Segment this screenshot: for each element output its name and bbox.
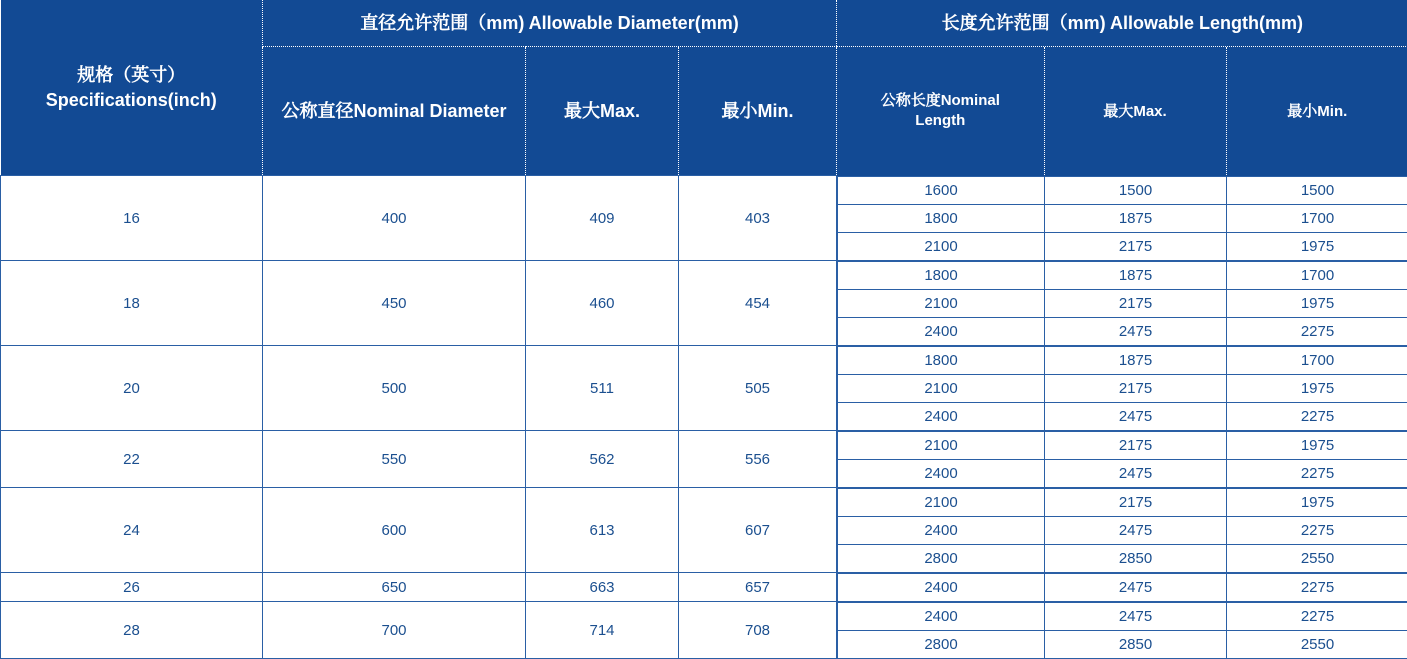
cell-length-nominal: 2100: [838, 431, 1045, 459]
length-row: [838, 289, 1407, 317]
cell-length-max: 2475: [1045, 402, 1227, 430]
cell-length-max: 2475: [1045, 516, 1227, 544]
cell-length-max: 2850: [1045, 630, 1227, 658]
cell-specification: 20: [1, 346, 263, 431]
cell-length-max: 2175: [1045, 232, 1227, 260]
header-nominal-length: [837, 47, 1044, 175]
cell-nominal-diameter: 500: [263, 346, 526, 431]
length-row: [838, 459, 1407, 487]
length-subtable-cell: [837, 488, 1407, 573]
length-row: [838, 374, 1407, 402]
cell-diameter-max: 562: [526, 431, 679, 488]
cell-length-nominal: 2400: [838, 573, 1045, 601]
cell-diameter-max: 460: [526, 261, 679, 346]
length-row: [838, 261, 1407, 289]
cell-diameter-max: 409: [526, 176, 679, 261]
length-subtable-cell: [837, 602, 1407, 659]
cell-length-max: 2175: [1045, 374, 1227, 402]
cell-length-nominal: 2100: [838, 289, 1045, 317]
cell-length-max: 2175: [1045, 488, 1227, 516]
table-row: [1, 176, 1407, 261]
cell-length-nominal: 1600: [838, 176, 1045, 204]
cell-length-nominal: 1800: [838, 204, 1045, 232]
cell-diameter-min: 657: [679, 573, 837, 602]
cell-specification: 22: [1, 431, 263, 488]
header-length-subgroup: [837, 47, 1407, 176]
length-subtable: [837, 573, 1407, 602]
cell-diameter-min: 505: [679, 346, 837, 431]
header-diameter-max: 最大Max.: [526, 47, 679, 176]
cell-nominal-diameter: 650: [263, 573, 526, 602]
cell-diameter-max: 663: [526, 573, 679, 602]
cell-length-nominal: 1800: [838, 261, 1045, 289]
cell-length-nominal: 2800: [838, 630, 1045, 658]
cell-length-min: 2550: [1227, 630, 1407, 658]
length-subtable: [837, 261, 1407, 346]
cell-length-nominal: 2400: [838, 602, 1045, 630]
cell-length-min: 1500: [1227, 176, 1407, 204]
length-row: [838, 317, 1407, 345]
length-subtable: [837, 488, 1407, 573]
cell-length-max: 2175: [1045, 289, 1227, 317]
header-diameter-group: 直径允许范围（mm) Allowable Diameter(mm): [263, 0, 837, 47]
cell-length-min: 1700: [1227, 346, 1407, 374]
length-row: [838, 488, 1407, 516]
cell-length-max: 1500: [1045, 176, 1227, 204]
cell-length-min: 1975: [1227, 488, 1407, 516]
length-subtable: [837, 431, 1407, 488]
cell-length-nominal: 2400: [838, 459, 1045, 487]
length-row: [838, 544, 1407, 572]
header-length-min: 最小Min.: [1226, 47, 1407, 175]
cell-length-nominal: 2100: [838, 374, 1045, 402]
cell-length-min: 1700: [1227, 261, 1407, 289]
table-row: [1, 261, 1407, 346]
table-row: [1, 488, 1407, 573]
cell-specification: 24: [1, 488, 263, 573]
cell-length-min: 2275: [1227, 317, 1407, 345]
table-row: [1, 346, 1407, 431]
cell-length-min: 2275: [1227, 573, 1407, 601]
cell-length-nominal: 2400: [838, 402, 1045, 430]
length-row: [838, 431, 1407, 459]
length-subtable: [837, 176, 1407, 261]
cell-length-max: 2850: [1045, 544, 1227, 572]
cell-length-nominal: 2400: [838, 516, 1045, 544]
cell-length-min: 2275: [1227, 602, 1407, 630]
cell-specification: 28: [1, 602, 263, 659]
cell-length-max: 2175: [1045, 431, 1227, 459]
cell-length-min: 2275: [1227, 516, 1407, 544]
header-length-group: 长度允许范围（mm) Allowable Length(mm): [837, 0, 1407, 47]
header-specifications: [1, 0, 263, 176]
cell-specification: 26: [1, 573, 263, 602]
cell-length-max: 1875: [1045, 261, 1227, 289]
cell-diameter-min: 403: [679, 176, 837, 261]
cell-length-min: 2275: [1227, 402, 1407, 430]
length-row: [838, 602, 1407, 630]
length-row: [838, 232, 1407, 260]
cell-length-max: 1875: [1045, 204, 1227, 232]
cell-nominal-diameter: 700: [263, 602, 526, 659]
cell-length-min: 1700: [1227, 204, 1407, 232]
length-subtable: [837, 346, 1407, 431]
cell-nominal-diameter: 450: [263, 261, 526, 346]
cell-nominal-diameter: 550: [263, 431, 526, 488]
length-row: [838, 204, 1407, 232]
length-row: [838, 402, 1407, 430]
header-specifications-cn: 规格（英寸）: [9, 63, 255, 87]
length-subtable-cell: [837, 431, 1407, 488]
cell-diameter-min: 708: [679, 602, 837, 659]
cell-diameter-min: 607: [679, 488, 837, 573]
cell-specification: 18: [1, 261, 263, 346]
table-header: [1, 0, 1407, 176]
cell-nominal-diameter: 600: [263, 488, 526, 573]
cell-nominal-diameter: 400: [263, 176, 526, 261]
cell-length-nominal: 2100: [838, 232, 1045, 260]
length-row: [838, 630, 1407, 658]
length-row: [838, 346, 1407, 374]
table-row: [1, 573, 1407, 602]
cell-length-nominal: 1800: [838, 346, 1045, 374]
length-row: [838, 573, 1407, 601]
cell-length-min: 1975: [1227, 289, 1407, 317]
header-nominal-length-en: Length: [837, 111, 1044, 131]
length-subtable-cell: [837, 261, 1407, 346]
cell-length-nominal: 2100: [838, 488, 1045, 516]
table-row: [1, 431, 1407, 488]
header-nominal-diameter: 公称直径Nominal Diameter: [263, 47, 526, 176]
table-body: [1, 176, 1407, 659]
cell-length-nominal: 2400: [838, 317, 1045, 345]
cell-diameter-min: 556: [679, 431, 837, 488]
cell-diameter-min: 454: [679, 261, 837, 346]
cell-length-max: 1875: [1045, 346, 1227, 374]
header-nominal-length-cn: 公称长度Nominal: [837, 91, 1044, 111]
length-subtable-cell: [837, 346, 1407, 431]
cell-length-min: 2550: [1227, 544, 1407, 572]
header-group-row: [1, 0, 1407, 47]
header-length-max: 最大Max.: [1044, 47, 1226, 175]
cell-length-max: 2475: [1045, 573, 1227, 601]
cell-length-max: 2475: [1045, 459, 1227, 487]
table-row: [1, 602, 1407, 659]
cell-length-max: 2475: [1045, 317, 1227, 345]
cell-length-min: 1975: [1227, 431, 1407, 459]
cell-length-min: 1975: [1227, 374, 1407, 402]
length-subtable-cell: [837, 573, 1407, 602]
header-diameter-min: 最小Min.: [679, 47, 837, 176]
length-subtable: [837, 602, 1407, 659]
length-row: [838, 516, 1407, 544]
cell-length-max: 2475: [1045, 602, 1227, 630]
cell-specification: 16: [1, 176, 263, 261]
cell-diameter-max: 613: [526, 488, 679, 573]
cell-diameter-max: 714: [526, 602, 679, 659]
cell-length-nominal: 2800: [838, 544, 1045, 572]
header-specifications-en: Specifications(inch): [9, 88, 255, 112]
cell-length-min: 2275: [1227, 459, 1407, 487]
cell-length-min: 1975: [1227, 232, 1407, 260]
length-row: [838, 176, 1407, 204]
cell-diameter-max: 511: [526, 346, 679, 431]
length-subtable-cell: [837, 176, 1407, 261]
